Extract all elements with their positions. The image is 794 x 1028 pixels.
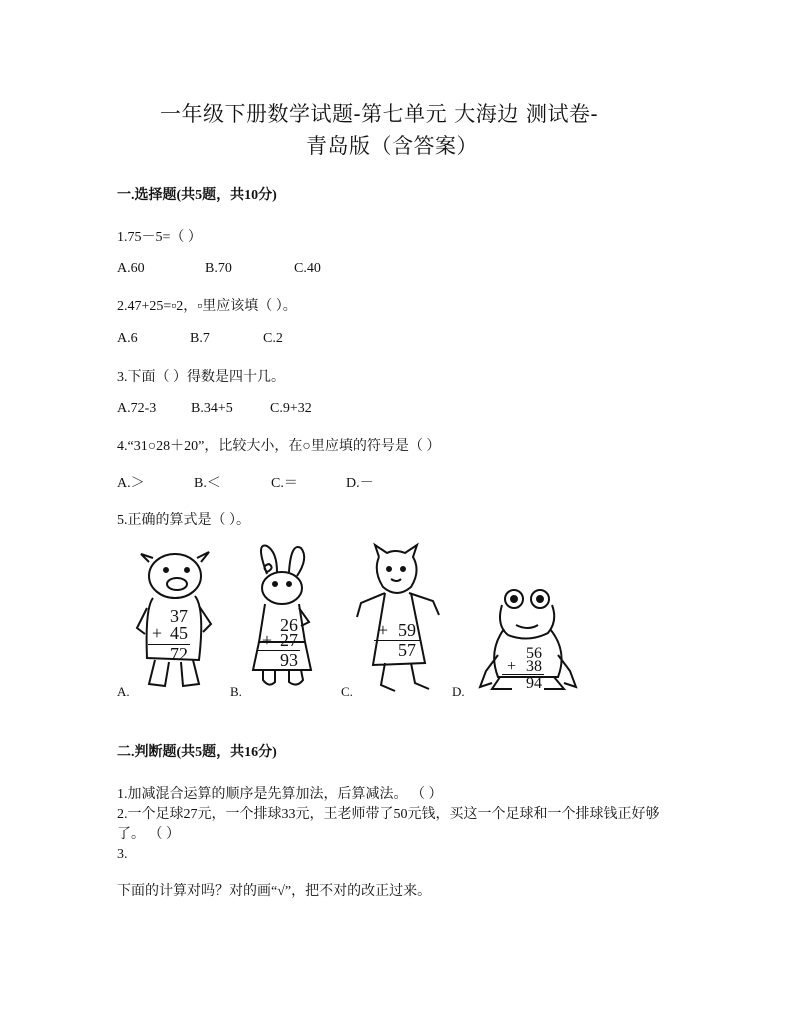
frog-calc-result: 94 xyxy=(526,675,542,692)
pig-calc-op: + xyxy=(151,623,162,643)
frog-calc-op: + xyxy=(506,658,516,675)
judgment-question-3-text: 下面的计算对吗？对的画“√”，把不对的改正过来。 xyxy=(117,884,432,899)
question-4: 4.“31○28＋20”，比较大小，在○里应填的符号是（ ） xyxy=(117,439,441,454)
cat-calc-result: 57 xyxy=(398,640,416,660)
q3-option-a: A.72-3 xyxy=(117,401,157,416)
q4-option-d: D.－ xyxy=(346,476,374,491)
question-3: 3.下面（ ）得数是四十几。 xyxy=(117,370,285,385)
frog-calc-top: 56 xyxy=(526,645,542,662)
pig-calc-top: 37 xyxy=(170,606,188,626)
frog-calc-bottom: 38 xyxy=(526,658,542,675)
q4-option-b: B.＜ xyxy=(194,476,221,491)
cat-calc-op: + xyxy=(377,620,388,640)
page-title-line1: 一年级下册数学试题-第七单元 大海边 测试卷- xyxy=(160,102,599,126)
picture-label-c: C. xyxy=(341,684,353,699)
q2-option-a: A.6 xyxy=(117,331,138,346)
question-5: 5.正确的算式是（ ）。 xyxy=(117,513,250,528)
rabbit-calc-top: 26 xyxy=(280,615,298,635)
q1-option-a: A.60 xyxy=(117,261,145,276)
judgment-question-2: 2.一个足球27元，一个排球33元，王老师带了50元钱，买这一个足球和一个排球钱正好够了。 （ ） xyxy=(117,807,660,842)
q4-option-a: A.＞ xyxy=(117,476,145,491)
q1-option-c: C.40 xyxy=(294,261,321,276)
q2-option-b: B.7 xyxy=(190,331,210,346)
picture-label-a: A. xyxy=(117,684,130,699)
picture-label-d: D. xyxy=(452,684,465,699)
rabbit-calc-op: + xyxy=(261,630,272,650)
q2-option-c: C.2 xyxy=(263,331,283,346)
page-title-line2: 青岛版（含答案） xyxy=(306,134,478,158)
question-1: 1.75－5=（ ） xyxy=(117,230,202,245)
judgment-question-3-number: 3. xyxy=(117,847,128,862)
q1-option-b: B.70 xyxy=(205,261,232,276)
question-2: 2.47+25=▫2，▫里应该填（ ）。 xyxy=(117,299,297,314)
rabbit-calc-result: 93 xyxy=(280,650,298,670)
judgment-question-1: 1.加减混合运算的顺序是先算加法，后算减法。 （ ） xyxy=(117,787,443,802)
q3-option-b: B.34+5 xyxy=(191,401,233,416)
rabbit-calc-bottom: 27 xyxy=(280,630,298,650)
pig-calc-result: 72 xyxy=(170,644,188,664)
section-heading-choice: 一.选择题(共5题，共10分) xyxy=(117,188,277,203)
q4-option-c: C.＝ xyxy=(271,476,298,491)
section-heading-judgment: 二.判断题(共5题，共16分) xyxy=(117,745,277,760)
pig-calc-bottom: 45 xyxy=(170,623,188,643)
q3-option-c: C.9+32 xyxy=(270,401,312,416)
cat-calc-bottom: 59 xyxy=(398,620,416,640)
picture-label-b: B. xyxy=(230,684,242,699)
